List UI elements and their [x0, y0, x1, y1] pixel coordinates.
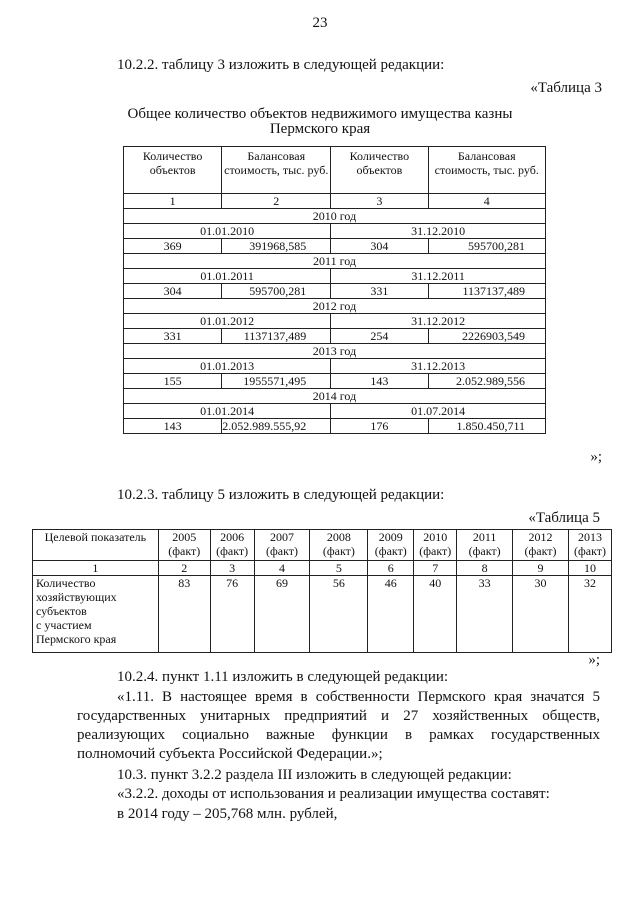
table5-year: 2005: [172, 530, 197, 544]
table3-value-cell: 1137137,489: [222, 329, 331, 344]
table5-colnum: 6: [368, 561, 414, 576]
table3-value-cell: 595700,281: [428, 239, 545, 254]
table3-value-cell: 143: [124, 419, 222, 434]
table3-colnum: 3: [331, 194, 428, 209]
table3-value-cell: 1955571,495: [222, 374, 331, 389]
table3-colnum: 2: [222, 194, 331, 209]
table-3: [123, 146, 546, 434]
table5-fact-label: (факт): [374, 544, 407, 558]
table3-year-row: 2010 год: [124, 209, 546, 224]
table5-year-header: [310, 530, 368, 561]
table5-year: 2008: [326, 530, 351, 544]
section-10-2-2: 10.2.2. таблицу 3 изложить в следующей редакции:: [117, 57, 445, 73]
table5-colnum: 3: [210, 561, 254, 576]
table3-date-cell: 31.12.2011: [331, 269, 546, 284]
table3-date-cell: 01.01.2014: [124, 404, 331, 419]
table5-year: 2011: [472, 530, 497, 544]
table3-value-cell: 595700,281: [222, 284, 331, 299]
table3-date-cell: 01.01.2012: [124, 314, 331, 329]
table5-colnum: 2: [158, 561, 210, 576]
paragraph-1-11: «1.11. В настоящее время в собственности Пермского края значатся 5 государственных унитарных предприятий и 27 хозяйственных обществ, реализующих социально важные функции в рамках государственных полномочий субъекта Российской Федерации.»;: [77, 689, 600, 762]
section-10-2-3: 10.2.3. таблицу 5 изложить в следующей редакции:: [117, 487, 445, 503]
section-10-3: 10.3. пункт 3.2.2 раздела III изложить в следующей редакции:: [117, 767, 512, 783]
table5-colnum: 10: [568, 561, 611, 576]
table3-value-cell: 331: [124, 329, 222, 344]
table3-colnum: 4: [428, 194, 545, 209]
table3-value-cell: 391968,585: [222, 239, 331, 254]
table-5: [32, 529, 612, 653]
table5-year: 2010: [423, 530, 448, 544]
table3-date-cell: 01.01.2010: [124, 224, 331, 239]
table5-year-header: [513, 530, 569, 561]
table5-year: 2007: [270, 530, 295, 544]
table5-row-label: [33, 576, 159, 653]
table3-value-cell: 304: [331, 239, 428, 254]
table3-close: »;: [590, 449, 602, 465]
table5-fact-label: (факт): [573, 544, 606, 558]
table3-header-cell: Балансовая стоимость, тыс. руб.: [428, 147, 545, 194]
table5-year: 2012: [528, 530, 553, 544]
table5-colnum: 8: [457, 561, 513, 576]
table5-fact-label: (факт): [524, 544, 557, 558]
page-number: 23: [312, 15, 328, 31]
table3-value-cell: 1.850.450,711: [428, 419, 545, 434]
table3-value-cell: 369: [124, 239, 222, 254]
table3-value-cell: 2.052.989.555,92: [222, 419, 331, 434]
table5-value-cell: 83: [158, 576, 210, 653]
table5-row-label-line: субъектов: [36, 604, 87, 618]
table5-fact-label: (факт): [266, 544, 299, 558]
table3-date-cell: 31.12.2010: [331, 224, 546, 239]
line-2014: в 2014 году – 205,768 млн. рублей,: [117, 806, 338, 822]
table5-value-cell: 76: [210, 576, 254, 653]
table3-value-cell: 155: [124, 374, 222, 389]
table5-value-cell: 32: [568, 576, 611, 653]
table3-date-cell: 31.12.2012: [331, 314, 546, 329]
table5-colnum: 5: [310, 561, 368, 576]
table3-header-cell: Количество объектов: [124, 147, 222, 194]
table5-fact-label: (факт): [168, 544, 201, 558]
table5-year: 2009: [378, 530, 403, 544]
table5-fact-label: (факт): [216, 544, 249, 558]
table5-year-header: [158, 530, 210, 561]
table3-colnum: 1: [124, 194, 222, 209]
table3-value-cell: 1137137,489: [428, 284, 545, 299]
table3-date-cell: 01.01.2011: [124, 269, 331, 284]
table5-value-cell: 69: [254, 576, 310, 653]
section-10-2-4: 10.2.4. пункт 1.11 изложить в следующей редакции:: [117, 669, 449, 685]
table5-value-cell: 46: [368, 576, 414, 653]
table3-value-cell: 304: [124, 284, 222, 299]
paragraph-3-2-2: «3.2.2. доходы от использования и реализации имущества составят:: [117, 786, 550, 802]
table5-colnum: 1: [33, 561, 159, 576]
table5-row-label-line: Пермского края: [36, 632, 117, 646]
table5-close: »;: [588, 652, 600, 668]
table5-year-header: [457, 530, 513, 561]
table3-header-cell: Количество объектов: [331, 147, 428, 194]
table3-value-cell: 254: [331, 329, 428, 344]
table5-year-header: [414, 530, 457, 561]
table5-fact-label: (факт): [322, 544, 355, 558]
table3-title-line1: Общее количество объектов недвижимого имущества казны: [127, 106, 513, 122]
table3-year-row: 2014 год: [124, 389, 546, 404]
table3-date-cell: 31.12.2013: [331, 359, 546, 374]
table3-header-cell: Балансовая стоимость, тыс. руб.: [222, 147, 331, 194]
table5-year-header: [368, 530, 414, 561]
table5-year: 2006: [220, 530, 245, 544]
table5-value-cell: 56: [310, 576, 368, 653]
table3-value-cell: 2226903,549: [428, 329, 545, 344]
table5-year-header: [254, 530, 310, 561]
table5-value-cell: 30: [513, 576, 569, 653]
table5-value-cell: 33: [457, 576, 513, 653]
table3-year-row: 2012 год: [124, 299, 546, 314]
table3-value-cell: 143: [331, 374, 428, 389]
table5-colnum: 9: [513, 561, 569, 576]
table5-fact-label: (факт): [468, 544, 501, 558]
table3-title-line2: Пермского края: [269, 121, 371, 137]
table5-year: 2013: [577, 530, 602, 544]
table5-row-label-line: Количество: [36, 576, 96, 590]
table5-colnum: 7: [414, 561, 457, 576]
table5-fact-label: (факт): [419, 544, 452, 558]
table5-header-label: Целевой показатель: [33, 530, 159, 561]
table3-date-cell: 01.01.2013: [124, 359, 331, 374]
table3-value-cell: 331: [331, 284, 428, 299]
table5-colnum: 4: [254, 561, 310, 576]
table5-year-header: [210, 530, 254, 561]
table3-year-row: 2011 год: [124, 254, 546, 269]
table3-year-row: 2013 год: [124, 344, 546, 359]
table3-value-cell: 176: [331, 419, 428, 434]
table5-year-header: [568, 530, 611, 561]
table5-value-cell: 40: [414, 576, 457, 653]
table5-label: «Таблица 5: [528, 510, 600, 526]
table3-label: «Таблица 3: [530, 80, 602, 96]
table5-row-label-line: с участием: [36, 618, 92, 632]
table3-date-cell: 01.07.2014: [331, 404, 546, 419]
table3-value-cell: 2.052.989,556: [428, 374, 545, 389]
table5-row-label-line: хозяйствующих: [36, 590, 117, 604]
